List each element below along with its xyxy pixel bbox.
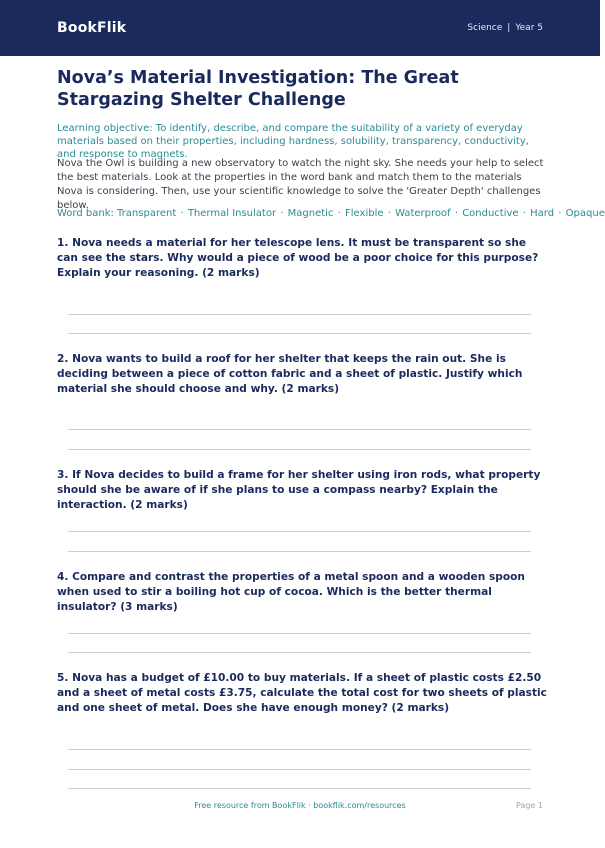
answer-line[interactable] — [68, 652, 531, 653]
word-separator: · — [522, 208, 526, 219]
brand-logo[interactable]: BookFlik — [57, 20, 127, 36]
footer-credit-link[interactable]: Free resource from BookFlik · bookflik.com/resources — [194, 801, 406, 810]
header-divider: | — [507, 23, 511, 33]
answer-line[interactable] — [68, 333, 531, 334]
word-bank — [57, 207, 605, 220]
page-footer — [0, 801, 600, 815]
subject-label: Science — [467, 23, 503, 33]
word-bank-word: Transparent — [117, 208, 177, 219]
learning-objective: Learning objective: To identify, describe, and compare the suitability of a variety of everyday materials based on their properties, including hardness, solubility, transparency, conductivity, and response to magnets. — [57, 123, 529, 160]
word-bank-word: Conductive — [462, 208, 519, 219]
word-bank-word: Magnetic — [287, 208, 334, 219]
page-number: Page 1 — [516, 801, 543, 810]
question-5: 5. Nova has a budget of £10.00 to buy materials. If a sheet of plastic costs £2.50 and a sheet of metal costs £3.75, calculate the total cost for two sheets of plastic and one sheet of metal. Does she have enough money? (2 marks) — [57, 672, 547, 714]
answer-line[interactable] — [68, 749, 531, 750]
question-2: 2. Nova wants to build a roof for her shelter that keeps the rain out. She is deciding between a piece of cotton fabric and a sheet of plastic. Justify which material she should choose and why. (2 marks) — [57, 353, 523, 395]
answer-line[interactable] — [68, 788, 531, 789]
intro-paragraph: Nova the Owl is building a new observatory to watch the night sky. She needs your help to select the best materials. Look at the properties in the word bank and match them to the materials Nova is considering. Then, use your scientific knowledge to solve the 'Greater Depth' challenges below. — [57, 158, 544, 211]
header-meta — [467, 23, 543, 33]
word-bank-word: Flexible — [345, 208, 384, 219]
word-separator: · — [387, 208, 391, 219]
answer-line[interactable] — [68, 633, 531, 634]
word-bank-word: Opaque — [565, 208, 605, 219]
word-separator: · — [280, 208, 284, 219]
question-4: 4. Compare and contrast the properties of a metal spoon and a wooden spoon when used to stir a boiling hot cup of cocoa. Which is the better thermal insulator? (3 marks) — [57, 571, 525, 613]
answer-line[interactable] — [68, 551, 531, 552]
answer-line[interactable] — [68, 531, 531, 532]
word-separator: · — [558, 208, 562, 219]
word-bank-word: Waterproof — [395, 208, 451, 219]
question-1: 1. Nova needs a material for her telescope lens. It must be transparent so she can see the stars. Why would a piece of wood be a poor choice for this purpose? Explain your reasoning. (2 marks) — [57, 237, 539, 279]
answer-line[interactable] — [68, 769, 531, 770]
word-separator: · — [180, 208, 184, 219]
word-separator: · — [337, 208, 341, 219]
word-bank-word: Hard — [530, 208, 555, 219]
word-bank-word: Thermal Insulator — [187, 208, 277, 219]
word-bank-label: Word bank: — [57, 208, 114, 219]
year-label: Year 5 — [515, 23, 543, 33]
answer-line[interactable] — [68, 429, 531, 430]
word-separator: · — [454, 208, 458, 219]
answer-line[interactable] — [68, 314, 531, 315]
answer-line[interactable] — [68, 449, 531, 450]
page-title: Nova’s Material Investigation: The Great Stargazing Shelter Challenge — [57, 68, 459, 110]
question-3: 3. If Nova decides to build a frame for her shelter using iron rods, what property should she be aware of if she plans to use a compass nearby? Explain the interaction. (2 marks) — [57, 469, 541, 511]
page-header — [0, 0, 600, 56]
